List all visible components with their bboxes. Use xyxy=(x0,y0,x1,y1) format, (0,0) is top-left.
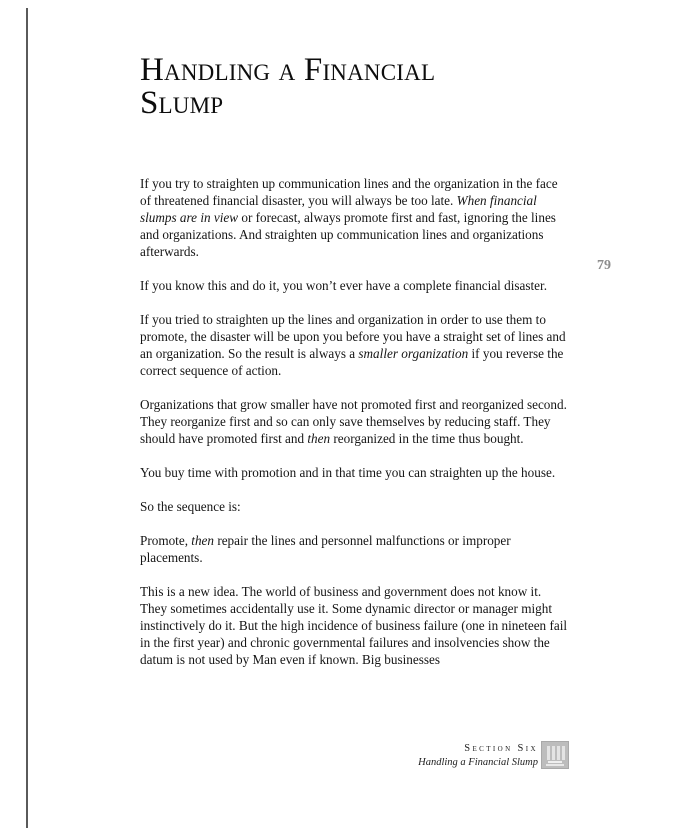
body-paragraph xyxy=(140,277,570,294)
emphasis-text: smaller organization xyxy=(358,346,469,361)
paragraph-text: Promote, xyxy=(140,533,192,548)
body-paragraph xyxy=(140,532,570,566)
page-number: 79 xyxy=(597,258,611,273)
emphasis-text: When financial slumps are in view xyxy=(140,193,537,225)
paragraph-text: repair the lines and personnel malfunctions or improper placements. xyxy=(140,533,511,565)
paragraph-text: This is a new idea. The world of business and government does not know it. They sometimes accidentally use it. Some dynamic director or manager might instinctively do it. But the high incidence of business failure (one in nineteen fail in the first year) and chronic governmental failures and insolvencies show the datum is not used by Man even if known. Big businesses xyxy=(140,584,568,667)
footer-chapter-title: Handling a Financial Slump xyxy=(418,757,538,768)
paragraph-text: reorganized in the time thus bought. xyxy=(330,431,524,446)
body-paragraph xyxy=(140,498,570,515)
paragraph-text: or forecast, always promote first and fast, ignoring the lines and organizations. And straighten up communication lines and organizations afterwards. xyxy=(140,210,556,259)
body-paragraph xyxy=(140,464,570,481)
emphasis-text: then xyxy=(307,431,331,446)
body-text xyxy=(140,175,570,685)
pillar-emblem-icon xyxy=(541,741,569,769)
paragraph-text: You buy time with promotion and in that time you can straighten up the house. xyxy=(140,465,556,480)
paragraph-text: So the sequence is: xyxy=(140,499,241,514)
footer-section-label: Section Six xyxy=(464,743,538,754)
page-title-line-2: Slump xyxy=(140,85,224,121)
page-title xyxy=(140,54,560,120)
body-paragraph xyxy=(140,175,570,260)
running-footer xyxy=(418,742,538,769)
page-title-line-1: Handling a Financial xyxy=(140,52,436,88)
paragraph-text: If you tried to straighten up the lines and organization in order to use them to promote, the disaster will be upon you before you have a straight set of lines and an organization. So the result is always a xyxy=(140,312,566,361)
body-paragraph xyxy=(140,583,570,668)
paragraph-text: if you reverse the correct sequence of action. xyxy=(140,346,564,378)
body-paragraph xyxy=(140,311,570,379)
paragraph-text: Organizations that grow smaller have not promoted first and reorganized second. They reorganize first and so can only save themselves by reducing staff. They should have promoted first and xyxy=(140,397,567,446)
paragraph-text: If you know this and do it, you won’t ever have a complete financial disaster. xyxy=(140,278,547,293)
paragraph-text: If you try to straighten up communication lines and the organization in the face of threatened financial disaster, you will always be too late. xyxy=(140,176,558,208)
page-gutter-rule xyxy=(26,8,28,828)
emphasis-text: then xyxy=(191,533,215,548)
body-paragraph xyxy=(140,396,570,447)
